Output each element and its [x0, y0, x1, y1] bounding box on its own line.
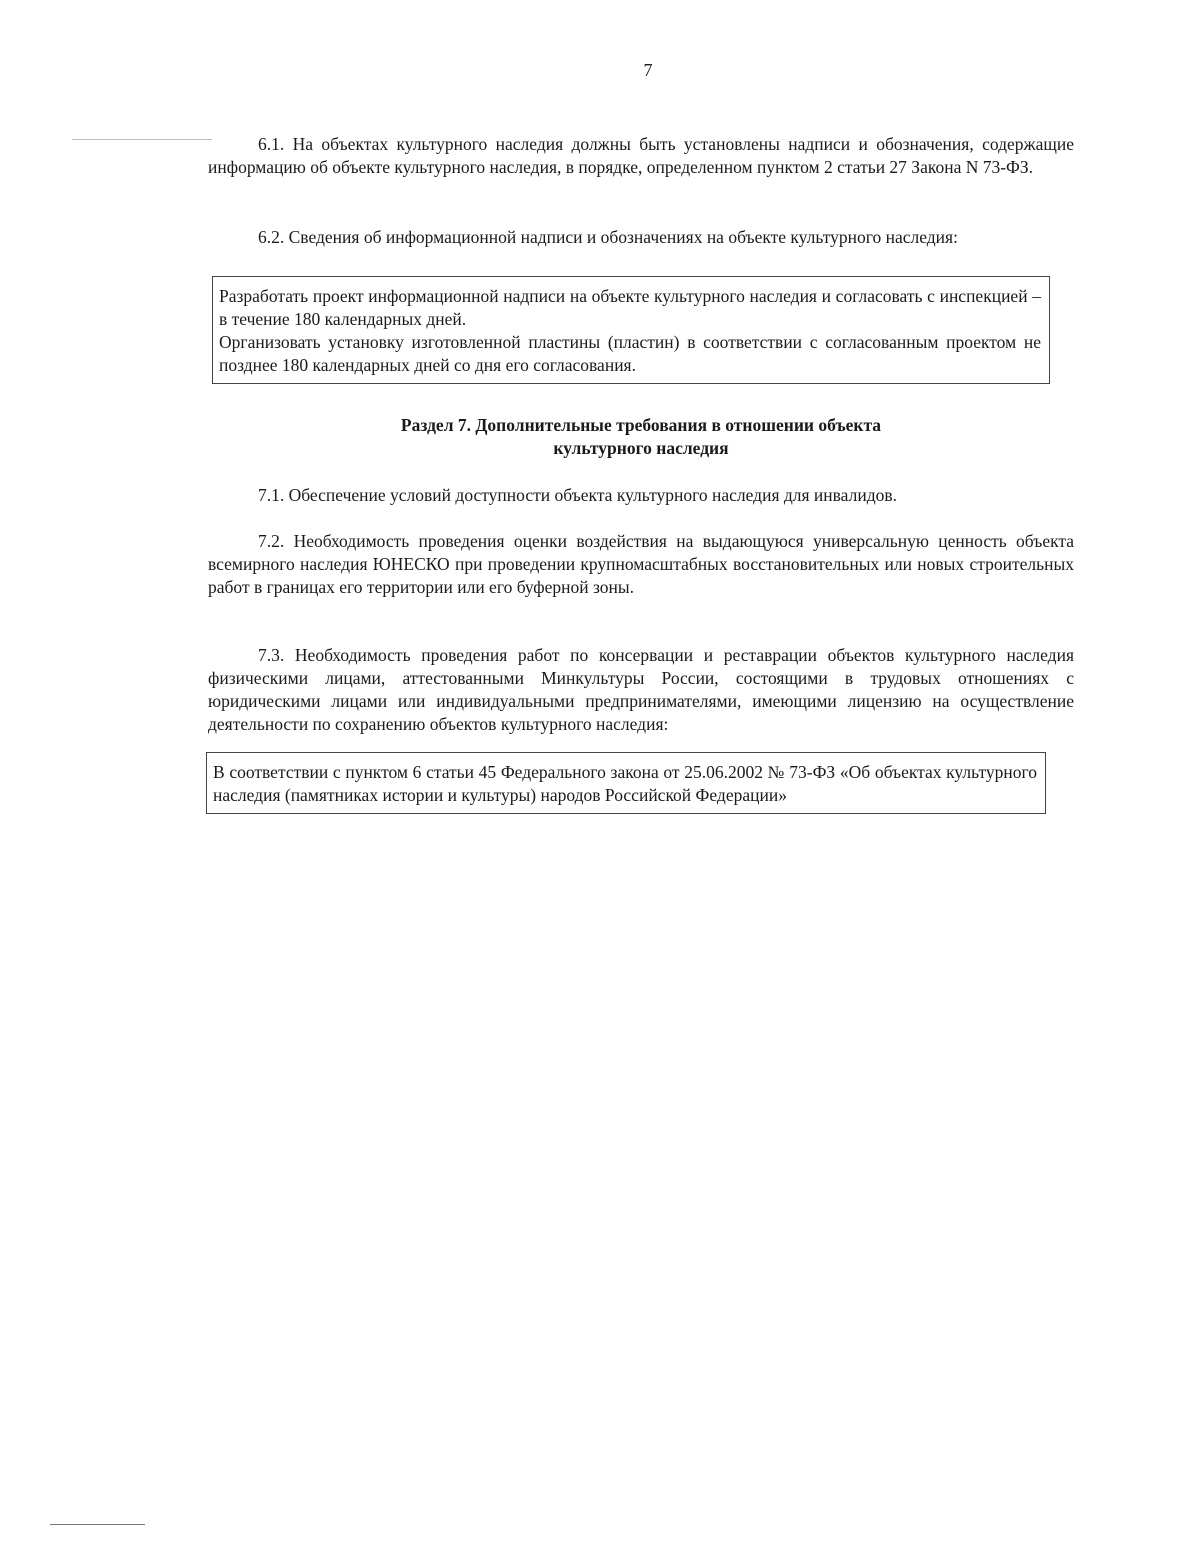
paragraph-7-2: 7.2. Необходимость проведения оценки воздействия на выдающуюся универсальную ценность объекта всемирного наследия ЮНЕСКО при проведении крупномасштабных восстановительных или новых строительных работ в границах его территории или его буферной зоны. — [208, 531, 1074, 597]
section-7-title-line-1: Раздел 7. Дополнительные требования в отношении объекта — [400, 415, 882, 435]
scan-artifact-line — [50, 1524, 145, 1525]
page-number: 7 — [643, 60, 653, 80]
legal-basis-text: В соответствии с пунктом 6 статьи 45 Федерального закона от 25.06.2002 № 73-ФЗ «Об объектах культурного наследия (памятниках истории и культуры) народов Российской Федерации» — [213, 762, 1037, 805]
box-text-line-2: Организовать установку изготовленной пластины (пластин) в соответствии с согласованным проектом не позднее 180 календарных дней со дня его согласования. — [219, 332, 1041, 375]
paragraph-6-2: 6.2. Сведения об информационной надписи и обозначениях на объекте культурного наследия: — [258, 227, 958, 247]
legal-basis-box — [206, 752, 1046, 814]
paragraph-6-1: 6.1. На объектах культурного наследия должны быть установлены надписи и обозначения, содержащие информацию об объекте культурного наследия, в порядке, определенном пунктом 2 статьи 27 Закона N 73-ФЗ. — [208, 134, 1074, 177]
section-7-title-line-2: культурного наследия — [553, 438, 729, 458]
section-7-title — [208, 414, 1074, 460]
info-inscription-box — [212, 276, 1050, 384]
paragraph-7-3: 7.3. Необходимость проведения работ по консервации и реставрации объектов культурного наследия физическими лицами, аттестованными Минкультуры России, состоящими в трудовых отношениях с юридическими лицами или индивидуальными предпринимателями, имеющими лицензию на осуществление деятельности по сохранению объектов культурного наследия: — [208, 645, 1074, 734]
box-text-line-1: Разработать проект информационной надписи на объекте культурного наследия и согласовать с инспекцией – в течение 180 календарных дней. — [219, 286, 1041, 329]
scan-artifact-line — [72, 139, 212, 140]
paragraph-7-1: 7.1. Обеспечение условий доступности объекта культурного наследия для инвалидов. — [258, 485, 897, 505]
